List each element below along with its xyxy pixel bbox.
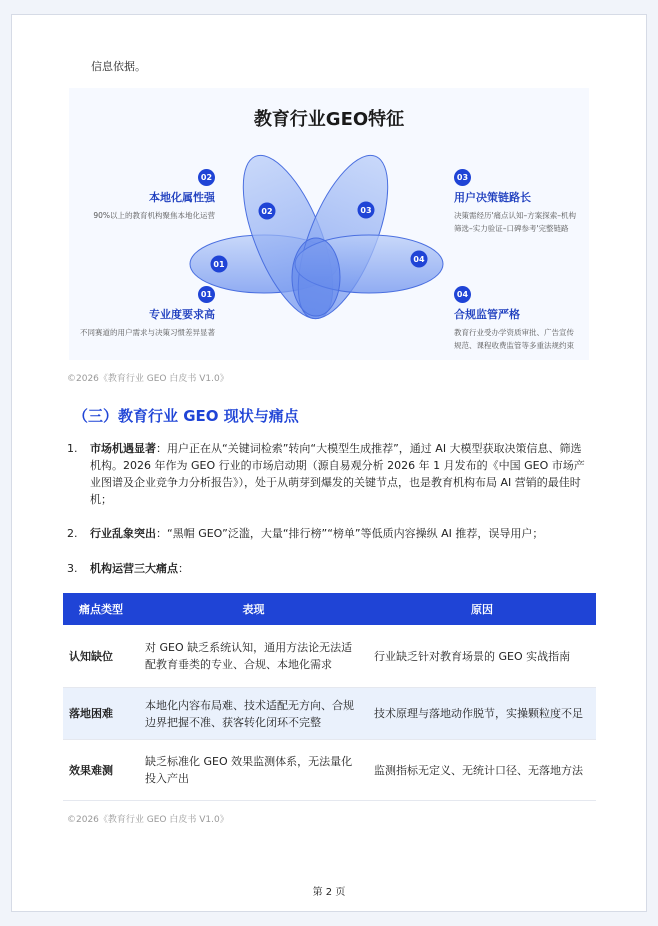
petal-label-02-text: 02	[261, 207, 273, 216]
cell-performance: 对 GEO 缺乏系统认知，通用方法论无法适配教育垂类的专业、合规、本地化需求	[139, 625, 368, 688]
page-number: 第 2 页	[312, 887, 346, 898]
petal-center	[292, 238, 340, 316]
list-number: 1.	[67, 442, 78, 455]
feature-desc: 不同赛道的用户需求与决策习惯差异显著	[80, 328, 215, 337]
copyright-note: ©2026《教育行业 GEO 白皮书 V1.0》	[67, 815, 229, 825]
petal-label-01-text: 01	[213, 260, 225, 269]
cell-reason: 监测指标无定义、无统计口径、无落地方法	[368, 740, 596, 801]
feature-desc: 教育行业受办学资质审批、广告宣传规范、课程收费监管等多重法规约束	[454, 328, 574, 350]
table-row	[63, 688, 596, 740]
feature-number: 02	[198, 169, 215, 186]
cell-type: 认知缺位	[63, 625, 139, 688]
cell-reason: 行业缺乏针对教育场景的 GEO 实战指南	[368, 625, 596, 688]
petal-label-04	[411, 251, 428, 268]
list-item	[67, 525, 587, 542]
feature-professional	[75, 282, 215, 339]
table-row	[63, 625, 596, 688]
list-item	[67, 560, 587, 577]
feature-desc: 决策需经历'痛点认知–方案探索–机构筛选–实力验证–口碑参考'完整链路	[454, 211, 577, 233]
table-header: 原因	[368, 593, 596, 625]
feature-local	[75, 165, 215, 222]
cell-type: 落地困难	[63, 688, 139, 740]
copyright-note: ©2026《教育行业 GEO 白皮书 V1.0》	[67, 374, 229, 384]
petal-label-02	[259, 203, 276, 220]
table-header: 痛点类型	[63, 593, 139, 625]
list-text: ：“黑帽 GEO”泛滥，大量“排行榜”“榜单”等低质内容操纵 AI 推荐，误导用户；	[156, 527, 544, 540]
petal-label-01	[211, 256, 228, 273]
feature-desc: 90%以上的教育机构聚焦本地化运营	[93, 211, 215, 220]
table-header-row	[63, 593, 596, 625]
intro-text: 信息依据。	[91, 60, 146, 73]
feature-decision-chain	[454, 165, 580, 235]
list-text: ：	[178, 562, 189, 575]
pain-points-table	[63, 593, 596, 801]
list-number: 3.	[67, 562, 78, 575]
feature-title: 本地化属性强	[149, 191, 215, 204]
feature-number: 03	[454, 169, 471, 186]
cell-performance: 缺乏标准化 GEO 效果监测体系，无法量化投入产出	[139, 740, 368, 801]
document-page	[11, 14, 647, 912]
list-label: 行业乱象突出	[90, 527, 156, 540]
feature-title: 专业度要求高	[149, 308, 215, 321]
cell-reason: 技术原理与落地动作脱节，实操颗粒度不足	[368, 688, 596, 740]
section-heading: （三）教育行业 GEO 现状与痛点	[73, 407, 299, 425]
feature-title: 合规监管严格	[454, 308, 520, 321]
cell-type: 效果难测	[63, 740, 139, 801]
figure-title: 教育行业GEO特征	[253, 109, 405, 130]
petal-label-03	[358, 202, 375, 219]
list-number: 2.	[67, 527, 78, 540]
petal-label-03-text: 03	[360, 206, 372, 215]
list-text: ：用户正在从“关键词检索”转向“大模型生成推荐”，通过 AI 大模型获取决策信息、筛选机构。2026 年作为 GEO 行业的市场启动期（源自易观分析 2026 年 1 月发布的《中国 GEO 市场产业图谱及企业竞争力分析报告》），处于从萌芽到爆发的关键节点，也是教育机构布局 AI 营销的最佳时机；	[90, 442, 585, 506]
list-item	[67, 440, 587, 508]
feature-number: 04	[454, 286, 471, 303]
feature-number: 01	[198, 286, 215, 303]
list-label: 机构运营三大痛点	[90, 562, 178, 575]
feature-compliance	[454, 282, 580, 352]
list-label: 市场机遇显著	[90, 442, 156, 455]
table-header: 表现	[139, 593, 368, 625]
cell-performance: 本地化内容布局难、技术适配无方向、合规边界把握不准、获客转化闭环不完整	[139, 688, 368, 740]
geo-features-figure	[69, 88, 589, 360]
feature-title: 用户决策链路长	[454, 191, 531, 204]
table-row	[63, 740, 596, 801]
petal-label-04-text: 04	[413, 255, 425, 264]
